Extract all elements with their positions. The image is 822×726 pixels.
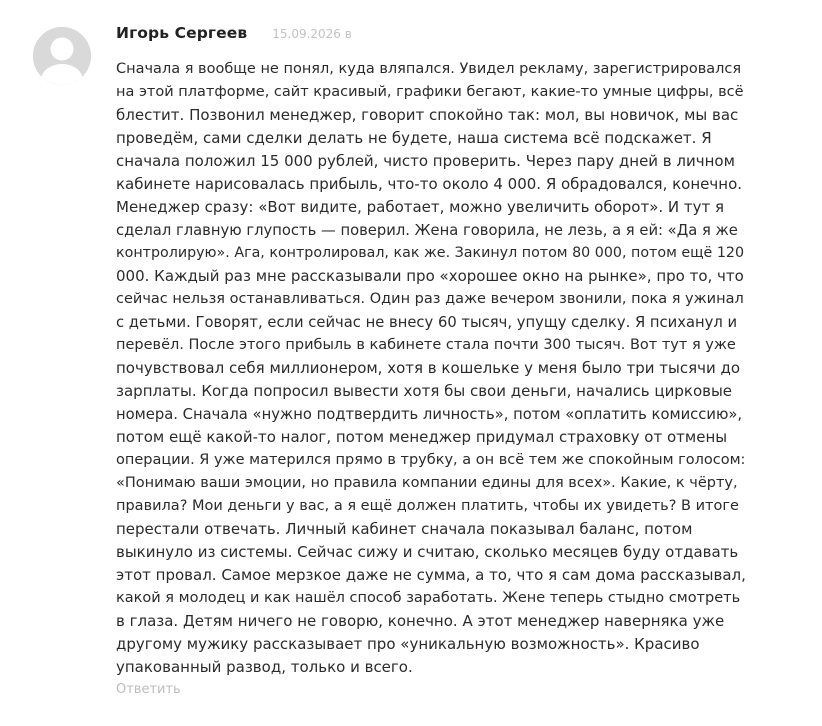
comment-text-line: «Понимаю ваши эмоции, но правила компании едины для всех». Какие, к чёрту, bbox=[116, 475, 738, 491]
comment-text-line: зарплаты. Когда попросил вывести хотя бы свои деньги, начались цирковые bbox=[116, 382, 733, 400]
comment-text-line: какой я молодец и как нашёл способ заработать. Жене теперь стыдно смотреть bbox=[116, 590, 741, 606]
comment-text-line: номера. Сначала «нужно подтвердить личность», потом «оплатить комиссию», bbox=[116, 406, 743, 423]
comment-text-line: сейчас нельзя останавливаться. Один раз даже вечером звонили, пока я ужинал bbox=[116, 291, 744, 307]
avatar bbox=[33, 27, 91, 85]
comment-text-line: правила? Мои деньги у вас, а я ещё должен платить, чтобы их увидеть? В итоге bbox=[116, 498, 739, 514]
comment-text-line: 000. Каждый раз мне рассказывали про «хорошее окно на рынке», про то, что bbox=[116, 267, 744, 285]
comment-text-line: сделал главную глупость — поверил. Жена говорила, не лезь, а я ей: «Да я же bbox=[116, 222, 738, 239]
comment-text-line: на этой платформе, сайт красивый, графики бегают, какие-то умные цифры, всё bbox=[116, 84, 744, 100]
comment-meta bbox=[116, 24, 352, 48]
comment-text-line: сначала положил 15 000 рублей, чисто проверить. Через пару дней в личном bbox=[116, 152, 735, 170]
comment-text-line: почувствовал себя миллионером, хотя в кошельке у меня было три тысячи до bbox=[116, 359, 741, 377]
comment-text-line: упакованный развод, только и всего. bbox=[116, 658, 413, 676]
comment-text-line: Сначала я вообще не понял, куда вляпался. Увидел рекламу, зарегистрировался bbox=[116, 61, 742, 77]
comment-date: 15.09.2026 в bbox=[272, 27, 352, 41]
comment-text-line: перестали отвечать. Личный кабинет сначала показывал баланс, потом bbox=[116, 520, 693, 538]
comment-text-line: перевёл. После этого прибыль в кабинете стала почти 300 тысяч. Вот тут я уже bbox=[116, 337, 736, 353]
comment-text-line: контролирую». Ага, контролировал, как же. Закинул потом 80 000, потом ещё 120 bbox=[116, 245, 745, 261]
comment-author: Игорь Сергеев bbox=[116, 24, 248, 42]
comment-text-line: другому мужику рассказывает про «уникальную возможность». Красиво bbox=[116, 635, 700, 653]
reply-link[interactable]: Ответить bbox=[116, 682, 181, 697]
comment-text-line: в глаза. Детям ничего не говорю, конечно. А этот менеджер наверняка уже bbox=[116, 612, 725, 630]
comment-text-line: потом ещё какой-то налог, потом менеджер придумал страховку от отмены bbox=[116, 428, 728, 446]
comment-text-line: проведём, сами сделки делать не будете, наша система всё подскажет. Я bbox=[116, 129, 712, 147]
comment-text-line: выкинуло из системы. Сейчас сижу и считаю, сколько месяцев буду отдавать bbox=[116, 543, 739, 561]
comment-text-line: этот провал. Самое мерзкое даже не сумма, а то, что я сам дома рассказывал, bbox=[116, 566, 746, 584]
comment-text bbox=[116, 58, 746, 679]
default-user-icon bbox=[33, 27, 91, 85]
comment-text-line: операции. Я уже матерился прямо в трубку, а он всё тем же спокойным голосом: bbox=[116, 452, 746, 468]
comment-text-line: блестит. Позвонил менеджер, говорит спокойно так: мол, вы новичок, мы вас bbox=[116, 106, 739, 124]
comment-text-line: кабинете нарисовалась прибыль, что-то около 4 000. Я обрадовался, конечно. bbox=[116, 175, 743, 193]
comment-text-line: с детьми. Говорят, если сейчас не внесу 60 тысяч, упущу сделку. Я психанул и bbox=[116, 314, 738, 331]
comment-text-line: Менеджер сразу: «Вот видите, работает, можно увеличить оборот». И тут я bbox=[116, 198, 725, 216]
